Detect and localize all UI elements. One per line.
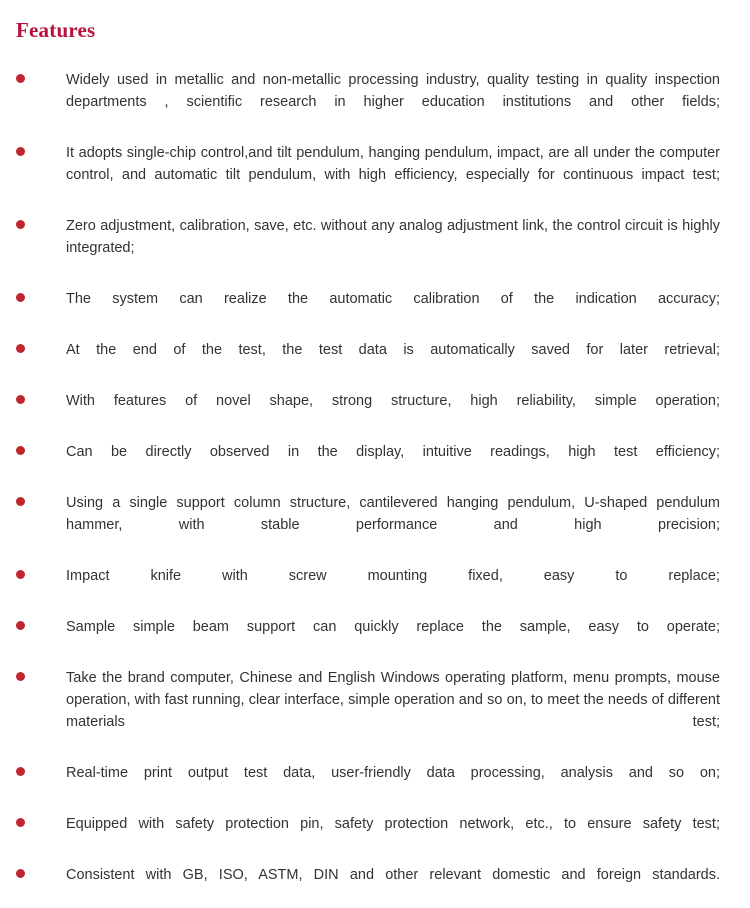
bullet-icon xyxy=(16,570,25,579)
bullet-icon xyxy=(16,497,25,506)
list-item xyxy=(16,288,734,332)
list-item-text: Equipped with safety protection pin, safety protection network, etc., to ensure safety test; xyxy=(66,816,720,832)
list-item-text: Sample simple beam support can quickly replace the sample, easy to operate; xyxy=(66,619,720,635)
list-item-text: Impact knife with screw mounting fixed, easy to replace; xyxy=(66,568,720,584)
bullet-icon xyxy=(16,446,25,455)
list-item xyxy=(16,667,734,755)
bullet-icon xyxy=(16,293,25,302)
bullet-icon xyxy=(16,147,25,156)
page-title: Features xyxy=(16,18,96,42)
list-item xyxy=(16,390,734,434)
list-item xyxy=(16,762,734,806)
bullet-icon xyxy=(16,767,25,776)
list-item-text: With features of novel shape, strong structure, high reliability, simple operation; xyxy=(66,393,720,409)
list-item-text: Can be directly observed in the display, intuitive readings, high test efficiency; xyxy=(66,444,720,460)
list-item-text: Zero adjustment, calibration, save, etc. without any analog adjustment link, the control circuit is highly integrated; xyxy=(66,218,720,256)
list-item xyxy=(16,69,734,135)
list-item xyxy=(16,864,734,908)
bullet-icon xyxy=(16,395,25,404)
list-item xyxy=(16,813,734,857)
list-item xyxy=(16,441,734,485)
bullet-icon xyxy=(16,869,25,878)
list-item-text: At the end of the test, the test data is automatically saved for later retrieval; xyxy=(66,342,720,358)
list-item xyxy=(16,215,734,281)
bullet-icon xyxy=(16,220,25,229)
features-list xyxy=(16,69,734,908)
bullet-icon xyxy=(16,344,25,353)
list-item xyxy=(16,616,734,660)
list-item-text: It adopts single-chip control,and tilt pendulum, hanging pendulum, impact, are all under the computer control, and automatic tilt pendulum, with high efficiency, especially for continuous impact test; xyxy=(66,145,720,183)
bullet-icon xyxy=(16,74,25,83)
bullet-icon xyxy=(16,818,25,827)
list-item xyxy=(16,339,734,383)
list-item xyxy=(16,565,734,609)
list-item-text: Widely used in metallic and non-metallic processing industry, quality testing in quality inspection departments , scientific research in higher education institutions and other fields; xyxy=(66,72,720,110)
list-item-text: Real-time print output test data, user-friendly data processing, analysis and so on; xyxy=(66,765,720,781)
list-item-text: The system can realize the automatic calibration of the indication accuracy; xyxy=(66,291,720,307)
list-item xyxy=(16,142,734,208)
list-item-text: Consistent with GB, ISO, ASTM, DIN and other relevant domestic and foreign standards. xyxy=(66,867,720,883)
list-item xyxy=(16,492,734,558)
bullet-icon xyxy=(16,672,25,681)
bullet-icon xyxy=(16,621,25,630)
list-item-text: Using a single support column structure, cantilevered hanging pendulum, U-shaped pendulum hammer, with stable performance and high precision; xyxy=(66,495,720,533)
list-item-text: Take the brand computer, Chinese and English Windows operating platform, menu prompts, mouse operation, with fast running, clear interface, simple operation and so on, to meet the needs of different materials test; xyxy=(66,670,720,730)
